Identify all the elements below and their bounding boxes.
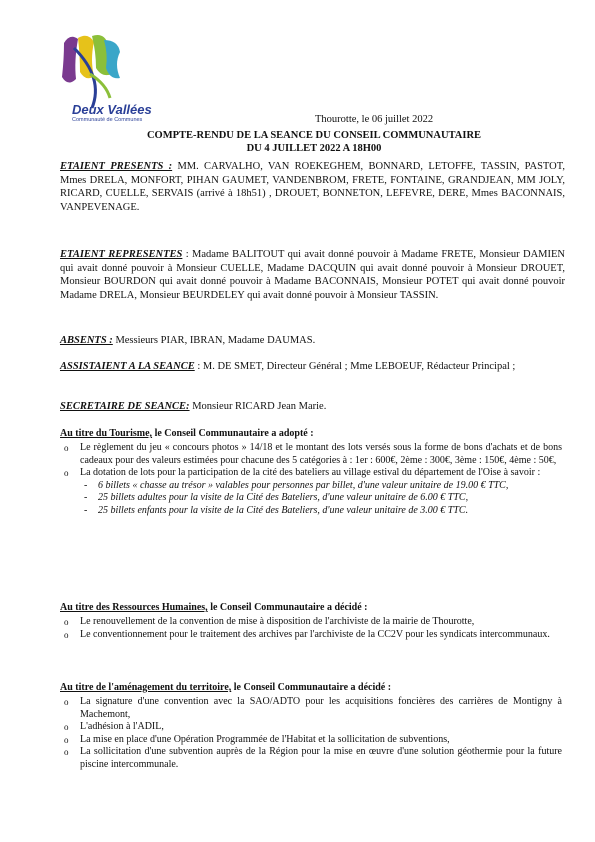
- tourism-item-1: Le règlement du jeu « concours photos » 14/18 et le montant des lots versés sous la forme de bons d'achats et de bons cadeaux pour des valeurs estimées pour chacune des 5 catégories à : 1er : 600€, 2ème : 300€, 3ème : 150€, 4ème : 50€,: [80, 442, 562, 466]
- hr-item-2: Le conventionnement pour le traitement des archives par l'archiviste de la CC2V pour les syndicats intercommunaux.: [80, 628, 550, 640]
- planning-item-2: L'adhésion à l'ADIL,: [80, 721, 164, 733]
- tourism-heading-label: Au titre du Tourisme,: [60, 428, 153, 439]
- represented-label: ETAIENT REPRESENTES: [60, 249, 183, 260]
- planning-list: [62, 696, 562, 772]
- assisting-label: ASSISTAIENT A LA SEANCE: [60, 361, 195, 372]
- absents-paragraph: [60, 334, 565, 348]
- list-item: [62, 734, 562, 747]
- document-title: [64, 130, 564, 155]
- list-item: [62, 746, 562, 771]
- presents-label: ETAIENT PRESENTS :: [60, 161, 173, 172]
- hr-heading-rest: le Conseil Communautaire a décidé :: [207, 602, 368, 613]
- tourism-sub-1: 6 billets « chasse au trésor » valables pour personnes par billet, d'une valeur unitaire de 19.00 € TTC,: [98, 479, 509, 491]
- bullet-icon: o: [64, 722, 69, 733]
- assisting-paragraph: [60, 360, 565, 374]
- tourism-sublist: [80, 480, 562, 518]
- bullet-icon: o: [64, 747, 69, 758]
- absents-label: ABSENTS :: [60, 335, 113, 346]
- presents-text: MM. CARVALHO, VAN ROEKEGHEM, BONNARD, LETOFFE, TASSIN, PASTOT, Mmes DRELA, MONFORT, PIHAN GAUMET, VANDENBROM, FRETE, FONTAINE, GRANDJEAN, MM JOLY, RICARD, CUELLE, SERVAIS (arrivé à 18h51) , DROUET, BONNETON, LEFEVRE, DERE, Mmes BACONNAIS, VANPEVENAGE.: [60, 161, 565, 213]
- logo-subtitle: Communauté de Communes: [72, 117, 143, 123]
- secretary-text: Monsieur RICARD Jean Marie.: [189, 401, 327, 412]
- list-item: [62, 467, 562, 517]
- presents-paragraph: [60, 160, 565, 214]
- planning-heading-label: Au titre de l'aménagement du territoire,: [60, 682, 232, 693]
- bullet-icon: o: [64, 468, 69, 479]
- bullet-icon: o: [64, 629, 69, 640]
- list-item: [62, 442, 562, 467]
- bullet-icon: o: [64, 617, 69, 627]
- list-item: [62, 616, 562, 629]
- dash-icon: -: [84, 479, 88, 491]
- absents-text: Messieurs PIAR, IBRAN, Madame DAUMAS.: [112, 335, 316, 346]
- dash-icon: -: [84, 504, 88, 516]
- bullet-icon: o: [64, 697, 69, 707]
- secretary-label: SECRETAIRE DE SEANCE:: [60, 401, 190, 412]
- dash-icon: -: [84, 492, 88, 504]
- place-date: Thourotte, le 06 juillet 2022: [315, 114, 434, 125]
- bullet-icon: o: [64, 443, 69, 453]
- planning-item-4: La sollicitation d'une subvention auprès de la Région pour la mise en œuvre d'une solution géothermie pour la future piscine intercommunale.: [80, 746, 562, 770]
- hr-list: [62, 616, 562, 641]
- represented-paragraph: [60, 248, 565, 302]
- sub-list-item: [80, 505, 562, 518]
- title-line-2: DU 4 JUILLET 2022 A 18H00: [246, 142, 382, 154]
- tourism-sub-2: 25 billets adultes pour la visite de la Cité des Bateliers, d'une valeur unitaire de 6.00 € TTC,: [98, 492, 469, 504]
- planning-heading-rest: le Conseil Communautaire a décidé :: [231, 682, 392, 693]
- hr-item-1: Le renouvellement de la convention de mise à disposition de l'archiviste de la mairie de Thourotte,: [80, 616, 475, 627]
- sub-list-item: [80, 480, 562, 493]
- tourism-sub-3: 25 billets enfants pour la visite de la Cité des Bateliers, d'une valeur unitaire de 3.00 € TTC.: [98, 504, 469, 516]
- list-item: [62, 721, 562, 734]
- sub-list-item: [80, 492, 562, 505]
- assisting-text: : M. DE SMET, Directeur Général ; Mme LEBOEUF, Rédacteur Principal ;: [194, 361, 516, 372]
- planning-heading: [60, 682, 565, 693]
- list-item: [62, 696, 562, 721]
- hr-heading: [60, 602, 565, 613]
- represented-text: : Madame BALITOUT qui avait donné pouvoir à Madame FRETE, Monsieur DAMIEN qui avait donné pouvoir à Monsieur CUELLE, Madame DACQUIN qui avait donné pouvoir à Monsieur DROUET, Monsieur BOURDON qui avait donné pouvoir à Madame BACONNAIS, Monsieur POTET qui avait donné pouvoir Madame DRELA, Monsieur BEURDELEY qui avait donné pouvoir à Monsieur TASSIN.: [60, 249, 565, 301]
- hr-heading-label: Au titre des Ressources Humaines,: [60, 602, 208, 613]
- secretary-paragraph: [60, 400, 565, 414]
- tourism-item-2: La dotation de lots pour la participation de la cité des bateliers au village estival du département de l'Oise à savoir :: [80, 467, 541, 479]
- tourism-heading-rest: le Conseil Communautaire a adopté :: [152, 428, 314, 439]
- title-line-1: COMPTE-RENDU DE LA SEANCE DU CONSEIL COMMUNAUTAIRE: [146, 130, 482, 141]
- tourism-list: [62, 442, 562, 518]
- logo-name: Deux Vallées: [72, 102, 152, 117]
- tourism-heading: [60, 428, 565, 439]
- planning-item-3: La mise en place d'une Opération Programmée de l'Habitat et la sollicitation de subventions,: [80, 733, 450, 745]
- planning-item-1: La signature d'une convention avec la SAO/ADTO pour les acquisitions foncières des carrières de Montigny à Machemont,: [80, 696, 562, 720]
- list-item: [62, 629, 562, 642]
- bullet-icon: o: [64, 734, 69, 745]
